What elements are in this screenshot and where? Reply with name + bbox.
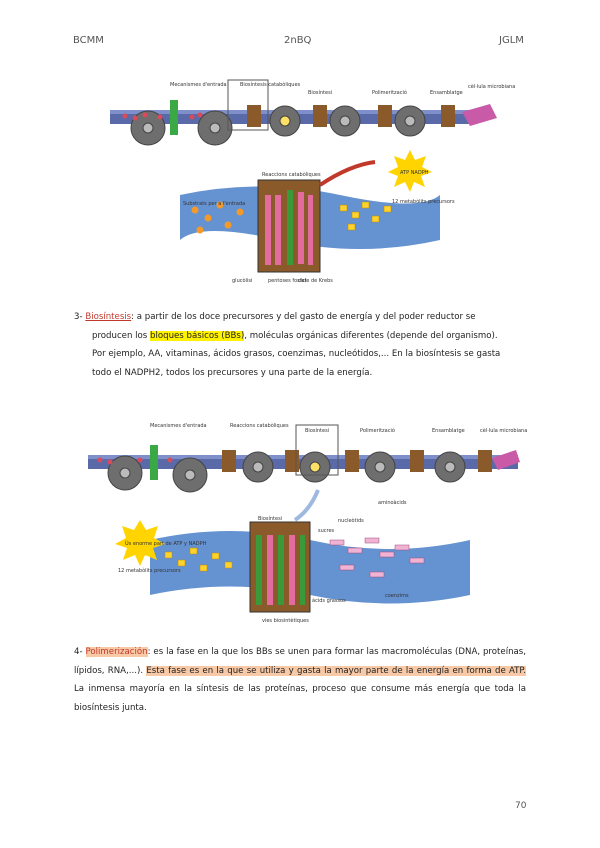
gear-2-1 [108,456,142,490]
fig2-left-note: 12 metabòlits precursors [118,568,181,574]
fig2-atp-label: Ús enorme part de ATP y NADPH [125,541,207,547]
section-4-paragraph [74,643,526,717]
fig2-inset-title: Biosíntesi [258,516,283,522]
fig2-top-label-5: Ensamblatge [432,428,465,434]
fig2-right-label-2: nucleòtids [338,518,364,524]
fig2-right-label-3: sucres [318,528,335,534]
gear-2-3 [243,452,273,482]
fig2-top-label-4: Polimerització [360,428,395,434]
header-right: JGLM [499,35,524,46]
membrane-green-2 [150,445,158,480]
fig2-right-label-4: àcids grassos [312,598,346,604]
fig2-top-label-3: Biosíntesi [305,428,330,434]
section-3-line2: producen los bloques básicos (BBs), moléculas orgánicas diferentes (depende del organismo). [92,330,498,341]
section-3-line4: todo el NADPH2, todos los precursores y una parte de la energía. [92,367,373,378]
fig1-top-label-2: Biosíntesis catabòliques [240,82,301,88]
section-4-text2: La inmensa mayoría en la síntesis de las proteínas, proceso que consume más energía que toda la biosíntesis junta. [74,684,526,713]
fig1-bottom-label-2: pentoses fosfat [268,278,307,284]
fig1-right-note: 12 metabòlits precursors [392,199,455,205]
gear-2-2 [173,458,207,492]
arrow-2 [295,490,318,520]
header-left: BCMM [73,35,104,46]
section-3-line3: Por ejemplo, AA, vitaminas, ácidos grasos, coenzimas, nucleótidos,... En la biosíntesis se gasta [92,349,501,359]
gear-2-4 [300,452,330,482]
fig1-inset-title: Reaccions catabòliques [262,172,321,178]
fig1-top-label-4: Polimerització [372,90,407,96]
fig1-atp-label: ATP NADPH [400,170,429,176]
bloques-basicos-highlight: bloques básicos (BBs) [150,330,245,341]
section-3-number: 3- [74,312,83,322]
polimerizacion-highlight: Esta fase es en la que se utiliza y gasta la mayor parte de la energía en forma de ATP. [146,665,527,676]
fig1-bottom-label-3: cicle de Krebs [298,278,333,284]
page-number: 70 [515,801,527,811]
section-3-line1: : a partir de los doce precursores y del gasto de energía y del poder reductor se [131,312,476,322]
section-4-text1: : es la fase en la que los BBs se unen para formar las macromoléculas (DNA, proteínas, lípidos, RNA,...). [74,647,527,676]
fig2-bottom-label: vies biosintètiques [262,618,309,624]
fig2-right-label-5: coenzims [385,593,409,599]
section-4-term: Polimerización [85,647,148,657]
fig1-bottom-label-1: glucòlisi [232,278,253,284]
fig1-left-note: Substrats per a l'entrada [183,201,246,207]
fig2-top-label-1: Mecanismes d'entrada [150,423,207,429]
gear-2-6 [435,452,465,482]
section-4-number: 4- [74,647,83,657]
gear-2-5 [365,452,395,482]
fig2-top-label-2: Reaccions catabòliques [230,423,289,429]
fig1-top-label-1: Mecanismes d'entrada [170,82,227,88]
fig1-top-label-5: Ensamblatge [430,90,463,96]
fig2-right-label-1: aminoàcids [378,500,407,506]
section-3-term: Biosíntesis [85,312,132,322]
header-center: 2nBQ [284,35,312,46]
fig1-top-label-3: Biosíntesi [308,90,333,96]
fig1-top-label-6: cèl·lula microbiana [468,84,516,90]
fig2-top-label-6: cèl·lula microbiana [480,428,528,434]
